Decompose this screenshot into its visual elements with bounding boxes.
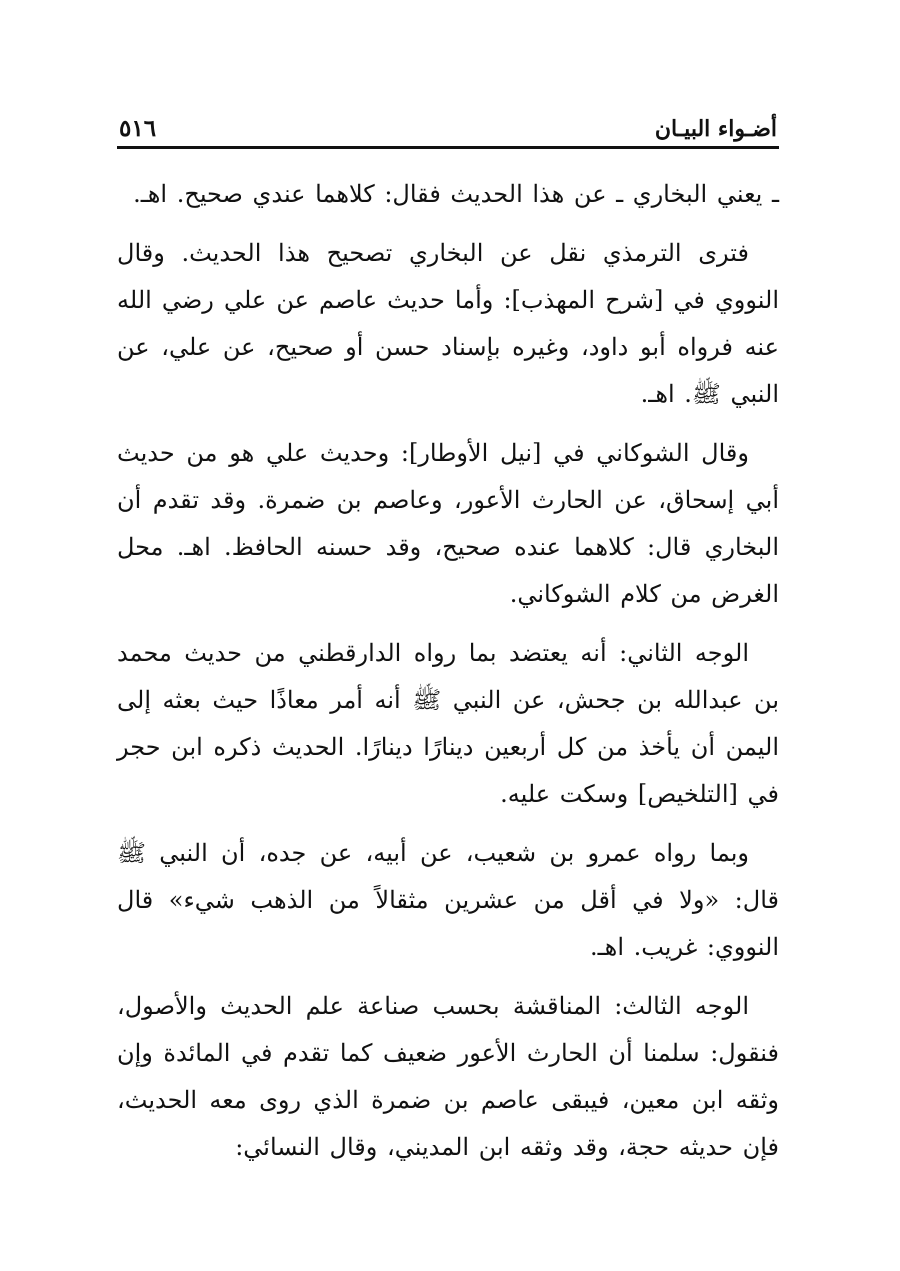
page-body xyxy=(117,171,779,1171)
page-number: ٥١٦ xyxy=(119,115,157,142)
running-header xyxy=(117,104,779,149)
book-page xyxy=(117,104,779,1183)
paragraph: الوجه الثالث: المناقشة بحسب صناعة علم الحديث والأصول، فنقول: سلمنا أن الحارث الأعور ضعيف كما تقدم في المائدة وإن وثقه ابن معين، فيبقى عاصم بن ضمرة الذي روى معه الحديث، فإن حديثه حجة، وقد وثقه ابن المديني، وقال النسائي: xyxy=(117,992,779,1161)
paragraph: ـ يعني البخاري ـ عن هذا الحديث فقال: كلاهما عندي صحيح. اهـ. xyxy=(133,180,779,208)
paragraph: وبما رواه عمرو بن شعيب، عن أبيه، عن جده، أن النبي ﷺ قال: «ولا في أقل من عشرين مثقالاً من الذهب شيء» قال النووي: غريب. اهـ. xyxy=(117,839,779,961)
paragraph: الوجه الثاني: أنه يعتضد بما رواه الدارقطني من حديث محمد بن عبدالله بن جحش، عن النبي ﷺ أنه أمر معاذًا حيث بعثه إلى اليمن أن يأخذ من كل أربعين دينارًا دينارًا. الحديث ذكره ابن حجر في [التلخيص] وسكت عليه. xyxy=(117,639,779,808)
paragraph: فترى الترمذي نقل عن البخاري تصحيح هذا الحديث. وقال النووي في [شرح المهذب]: وأما حديث عاصم عن علي رضي الله عنه فرواه أبو داود، وغيره بإسناد حسن أو صحيح، عن علي، عن النبي ﷺ. اهـ. xyxy=(117,239,779,408)
book-title: أضـواء البيـان xyxy=(654,116,777,142)
paragraph: وقال الشوكاني في [نيل الأوطار]: وحديث علي هو من حديث أبي إسحاق، عن الحارث الأعور، وعاصم بن ضمرة. وقد تقدم أن البخاري قال: كلاهما عنده صحيح، وقد حسنه الحافظ. اهـ. محل الغرض من كلام الشوكاني. xyxy=(117,439,779,608)
